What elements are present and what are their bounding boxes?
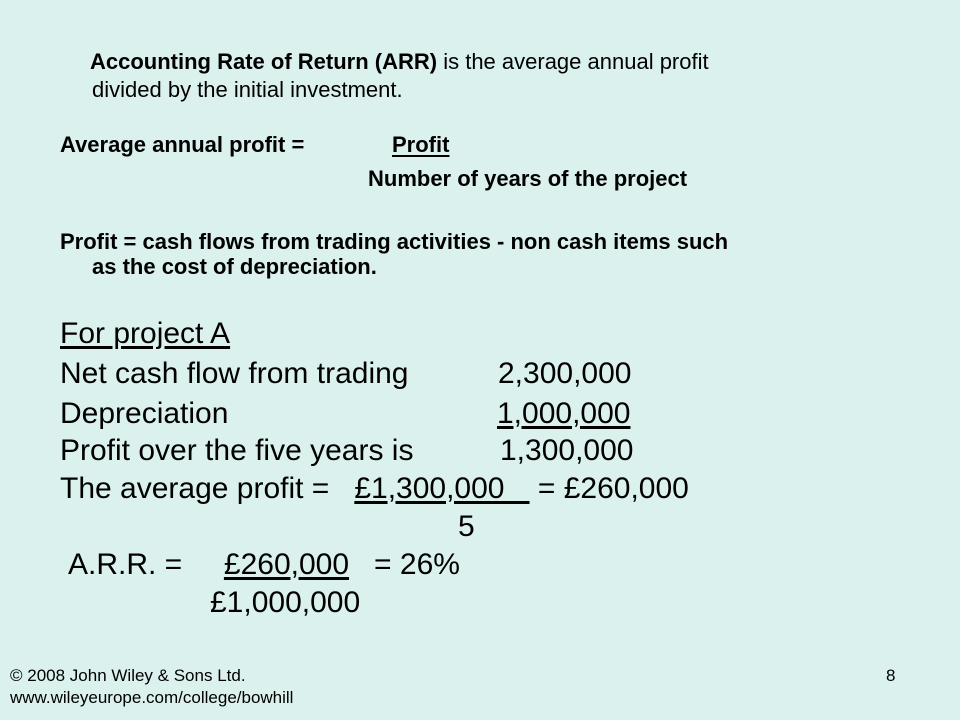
row-value-net-cash-flow: 2,300,000 [498, 357, 632, 390]
arr-denominator: £1,000,000 [210, 586, 361, 619]
profit-definition-line-1: Profit = cash flows from trading activities - non cash items such [60, 229, 729, 254]
formula-label: Average annual profit = [60, 132, 305, 157]
formula-denominator: Number of years of the project [368, 166, 688, 191]
average-profit-denominator: 5 [458, 510, 475, 543]
copyright-text: © 2008 John Wiley & Sons Ltd. [10, 666, 246, 685]
arr-definition: is the average annual profit [437, 49, 709, 74]
average-profit-line [60, 472, 689, 506]
project-heading: For project A [60, 317, 231, 350]
arr-result: = 26% [374, 548, 460, 581]
profit-definition-line-2: as the cost of depreciation. [92, 254, 377, 279]
arr-term: Accounting Rate of Return (ARR) [90, 49, 438, 74]
row-label-profit: Profit over the five years is [60, 434, 414, 467]
arr-line [68, 548, 460, 582]
average-profit-result: = £260,000 [537, 472, 689, 505]
row-label-net-cash-flow: Net cash flow from trading [60, 357, 409, 390]
formula-numerator: Profit [392, 132, 450, 157]
row-value-depreciation: 1,000,000 [497, 397, 631, 430]
row-label-depreciation: Depreciation [60, 397, 229, 430]
arr-label: A.R.R. = [68, 548, 183, 581]
arr-numerator: £260,000 [223, 548, 350, 581]
intro-line-2: divided by the initial investment. [92, 77, 403, 102]
average-profit-label: The average profit = [60, 472, 330, 505]
row-value-profit: 1,300,000 [500, 434, 634, 467]
page-number: 8 [886, 666, 896, 685]
average-profit-numerator: £1,300,000 [354, 472, 505, 505]
intro-line-1 [90, 50, 709, 74]
footer-url: www.wileyeurope.com/college/bowhill [10, 688, 294, 707]
